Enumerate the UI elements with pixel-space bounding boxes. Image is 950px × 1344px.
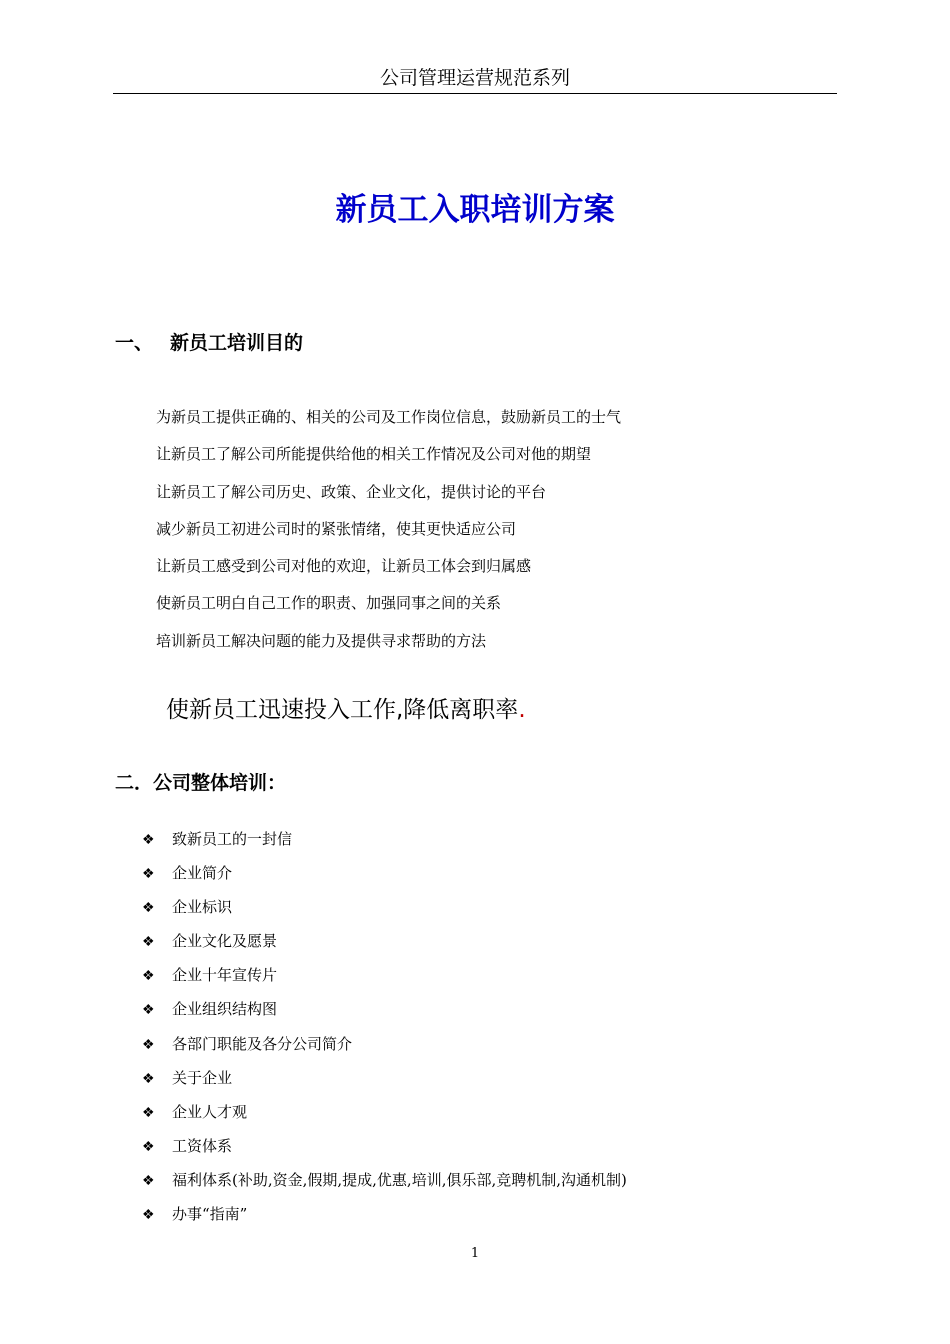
goals-conclusion — [166, 690, 526, 730]
list-item: 减少新员工初进公司时的紧张情绪，使其更快适应公司 — [156, 519, 517, 538]
list-item: ❖ 各部门职能及各分公司简介 — [142, 1027, 627, 1061]
list-item: ❖ 企业十年宣传片 — [142, 958, 627, 992]
conclusion-period: . — [518, 697, 526, 723]
diamond-bullet-icon: ❖ — [142, 1104, 155, 1121]
document-title: 新员工入职培训方案 — [335, 192, 615, 228]
list-item: ❖ 关于企业 — [142, 1061, 627, 1095]
list-item: ❖ 企业简介 — [142, 856, 627, 890]
list-item: 为新员工提供正确的、相关的公司及工作岗位信息，鼓励新员工的士气 — [156, 408, 622, 426]
diamond-bullet-icon: ❖ — [142, 1138, 155, 1155]
list-item: 让新员工了解公司历史、政策、企业文化，提供讨论的平台 — [156, 482, 547, 501]
list-item: ❖ 福利体系(补助,资金,假期,提成,优惠,培训,俱乐部,竞聘机制,沟通机制) — [142, 1163, 627, 1197]
page-number: 1 — [470, 1246, 480, 1261]
list-item: 培训新员工解决问题的能力及提供寻求帮助的方法 — [156, 631, 487, 650]
diamond-bullet-icon: ❖ — [142, 934, 155, 951]
diamond-bullet-icon: ❖ — [142, 1002, 155, 1019]
company-training-list — [142, 822, 627, 1231]
list-item: ❖ 办事“指南” — [142, 1197, 627, 1231]
diamond-bullet-icon: ❖ — [142, 900, 155, 917]
list-item: 让新员工感受到公司对他的欢迎，让新员工体会到归属感 — [156, 557, 532, 576]
training-goals-list — [156, 400, 621, 661]
page-header: 公司管理运营规范系列 — [113, 64, 837, 94]
diamond-bullet-icon: ❖ — [142, 1036, 155, 1053]
section-1-title: 新员工培训目的 — [170, 332, 304, 354]
list-item: ❖ 致新员工的一封信 — [142, 822, 627, 856]
list-item: 让新员工了解公司所能提供给他的相关工作情况及公司对他的期望 — [156, 445, 592, 464]
diamond-bullet-icon: ❖ — [142, 1207, 155, 1224]
diamond-bullet-icon: ❖ — [142, 866, 155, 883]
list-item: ❖ 企业文化及愿景 — [142, 924, 627, 958]
section-1-number: 一、 — [115, 332, 154, 354]
list-item: ❖ 工资体系 — [142, 1129, 627, 1163]
diamond-bullet-icon: ❖ — [142, 968, 155, 985]
diamond-bullet-icon: ❖ — [142, 832, 155, 848]
section-1-heading — [115, 328, 303, 358]
list-item: 使新员工明白自己工作的职责、加强同事之间的关系 — [156, 594, 502, 613]
list-item: ❖ 企业人才观 — [142, 1095, 627, 1129]
diamond-bullet-icon: ❖ — [142, 1172, 155, 1189]
conclusion-text: 使新员工迅速投入工作,降低离职率 — [166, 697, 519, 723]
section-2-heading: 二．公司整体培训： — [115, 772, 287, 794]
list-item: ❖ 企业组织结构图 — [142, 992, 627, 1026]
diamond-bullet-icon: ❖ — [142, 1070, 155, 1087]
list-item: ❖ 企业标识 — [142, 890, 627, 924]
